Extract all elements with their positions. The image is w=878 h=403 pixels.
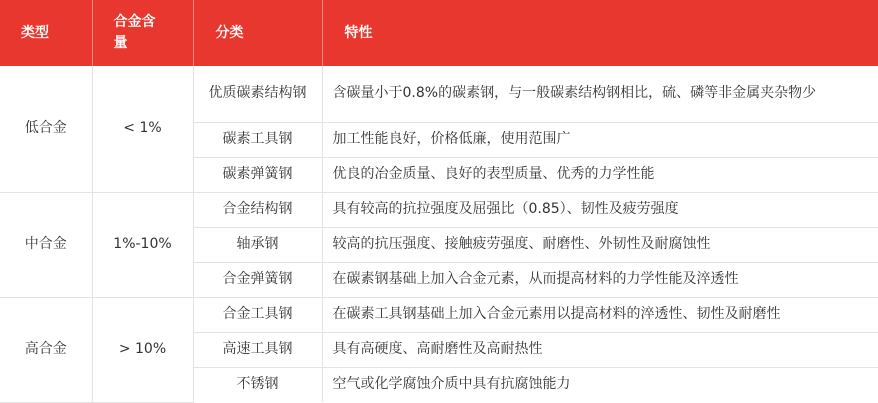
property-cell: 加工性能良好，价格低廉，使用范围广	[322, 122, 878, 157]
group-content-cell: > 10%	[92, 297, 193, 402]
property-cell: 具有高硬度、高耐磨性及高耐热性	[322, 332, 878, 367]
property-cell: 在碳素钢基础上加入合金元素，从而提高材料的力学性能及淬透性	[322, 262, 878, 297]
group-content-cell: < 1%	[92, 66, 193, 192]
property-cell: 在碳素工具钢基础上加入合金元素用以提高材料的淬透性、韧性及耐磨性	[322, 297, 878, 332]
header-row	[0, 0, 878, 66]
category-cell: 碳素弹簧钢	[193, 157, 322, 192]
property-cell: 空气或化学腐蚀介质中具有抗腐蚀能力	[332, 376, 571, 393]
header-alloy-content-line1: 合金含	[113, 14, 156, 30]
category-cell: 合金结构钢	[193, 192, 322, 227]
property-cell: 较高的抗压强度、接触疲劳强度、耐磨性、外韧性及耐腐蚀性	[322, 227, 878, 262]
table-row	[0, 192, 878, 227]
table-body	[0, 66, 878, 402]
category-cell: 合金弹簧钢	[193, 262, 322, 297]
group-type-cell: 低合金	[0, 66, 92, 192]
header-property: 特性	[322, 0, 878, 66]
header-category: 分类	[193, 0, 322, 66]
property-cell: 含碳量小于0.8%的碳素钢，与一般碳素结构钢相比，硫、磷等非金属夹杂物少	[322, 66, 878, 122]
category-cell: 优质碳素结构钢	[193, 66, 322, 122]
category-cell: 轴承钢	[193, 227, 322, 262]
category-cell: 碳素工具钢	[193, 122, 322, 157]
property-cell: 具有较高的抗拉强度及屈强比（0.85）、韧性及疲劳强度	[322, 192, 878, 227]
table-header	[0, 0, 878, 66]
table-row	[0, 297, 878, 332]
header-alloy-content-line2: 量	[113, 35, 128, 51]
group-type-cell: 高合金	[0, 297, 92, 402]
header-type: 类型	[0, 0, 92, 66]
category-cell: 不锈钢	[193, 367, 322, 402]
category-cell: 合金工具钢	[193, 297, 322, 332]
header-alloy-content	[92, 0, 193, 66]
table-row	[0, 66, 878, 122]
property-cell: 优良的冶金质量、良好的表型质量、优秀的力学性能	[322, 157, 878, 192]
category-cell: 高速工具钢	[193, 332, 322, 367]
group-type-cell: 中合金	[0, 192, 92, 297]
group-content-cell: 1%-10%	[92, 192, 193, 297]
